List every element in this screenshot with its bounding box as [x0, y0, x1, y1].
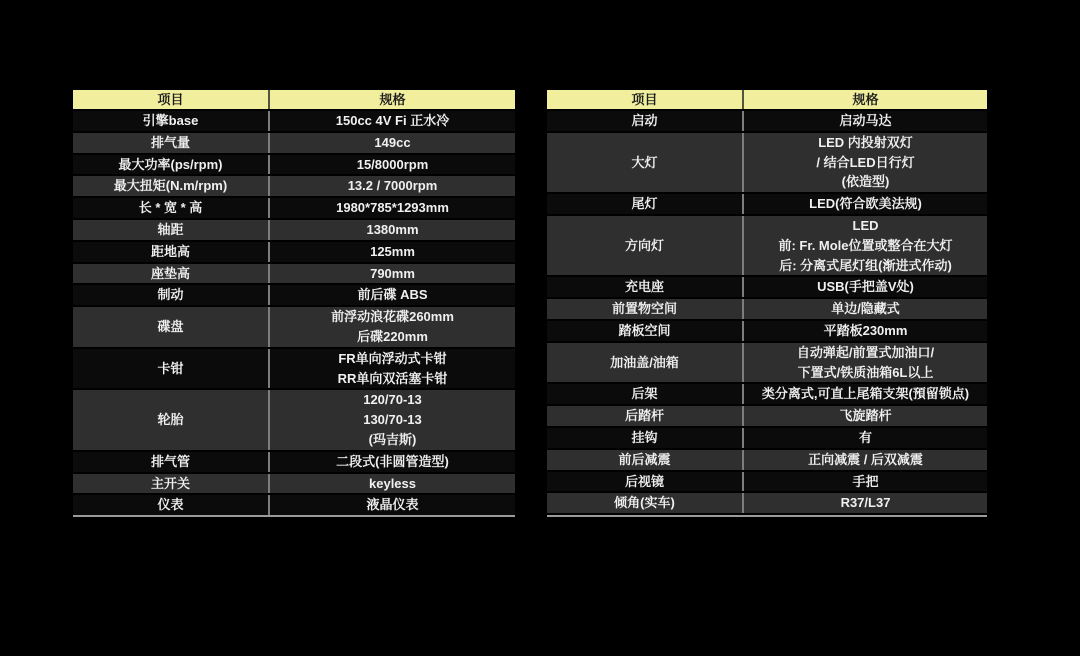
spec-line: 后: 分离式尾灯组(渐进式作动)	[779, 257, 952, 273]
item-label: 加油盖/油箱	[610, 354, 679, 370]
spec-line: USB(手把盖V处)	[817, 279, 914, 295]
spec-cell	[268, 111, 515, 131]
spec-cell	[742, 299, 987, 319]
item-cell	[547, 277, 742, 297]
table-row	[547, 493, 987, 513]
table-row	[547, 321, 987, 343]
table-row	[547, 216, 987, 277]
table-row	[73, 111, 515, 133]
item-label: 踏板空间	[618, 322, 671, 338]
spec-line: keyless	[369, 475, 416, 491]
table-header-row	[73, 90, 515, 111]
table-body	[73, 111, 515, 515]
item-cell	[73, 242, 268, 262]
spec-line: 15/8000rpm	[356, 156, 429, 172]
item-cell	[73, 285, 268, 305]
spec-line: 149cc	[374, 134, 411, 150]
item-cell	[73, 495, 268, 515]
table-body	[547, 111, 987, 513]
table-row	[73, 307, 515, 349]
spec-cell	[742, 216, 987, 275]
item-cell	[547, 299, 742, 319]
spec-cell	[742, 406, 987, 426]
item-label: 主开关	[150, 475, 190, 491]
item-cell	[73, 390, 268, 449]
item-cell	[547, 111, 742, 131]
table-row	[547, 277, 987, 299]
spec-cell	[742, 384, 987, 404]
spec-cell	[268, 242, 515, 262]
spec-line: 前: Fr. Mole位置或整合在大灯	[778, 237, 953, 253]
table-row	[547, 384, 987, 406]
column-header-spec: 规格	[268, 90, 515, 109]
item-label: 碟盘	[157, 319, 184, 335]
spec-line: LED 内投射双灯	[818, 134, 913, 150]
spec-cell	[742, 343, 987, 383]
spec-line: 前浮动浪花碟260mm	[331, 309, 454, 325]
item-label: 轴距	[157, 221, 184, 237]
item-label: 座垫高	[150, 265, 190, 281]
spec-cell	[268, 474, 515, 494]
spec-line: 平踏板230mm	[823, 322, 908, 338]
spec-line: 790mm	[370, 265, 415, 281]
item-label: 卡钳	[157, 360, 184, 376]
item-label: 仪表	[157, 497, 184, 513]
spec-cell	[268, 349, 515, 389]
column-header-spec: 规格	[742, 90, 987, 109]
item-cell	[547, 343, 742, 383]
spec-line: 飞旋踏杆	[839, 408, 892, 424]
item-label: 后踏杆	[624, 408, 664, 424]
item-cell	[547, 493, 742, 513]
tables-container	[73, 90, 987, 517]
spec-line: 1380mm	[366, 221, 419, 237]
item-cell	[73, 349, 268, 389]
table-header-row	[547, 90, 987, 111]
table-row	[73, 474, 515, 496]
item-label: 后架	[631, 386, 658, 402]
item-cell	[73, 452, 268, 472]
table-row	[547, 343, 987, 385]
spec-line: 液晶仪表	[366, 497, 419, 513]
spec-cell	[268, 155, 515, 175]
spec-cell	[268, 452, 515, 472]
column-header-item: 项目	[157, 92, 184, 107]
spec-cell	[268, 133, 515, 153]
spec-line: 二段式(非圆管造型)	[336, 453, 449, 469]
table-row	[73, 176, 515, 198]
table-row	[73, 285, 515, 307]
spec-line: FR单向浮动式卡钳	[338, 350, 447, 366]
table-row	[547, 428, 987, 450]
item-label: 前置物空间	[611, 301, 677, 317]
table-row	[73, 133, 515, 155]
spec-line: 类分离式,可直上尾箱支架(預留锁点)	[761, 386, 970, 402]
spec-line: 125mm	[370, 243, 415, 259]
item-label: 排气量	[150, 134, 190, 150]
spec-cell	[268, 220, 515, 240]
item-cell	[73, 133, 268, 153]
table-row	[547, 111, 987, 133]
item-cell	[547, 450, 742, 470]
item-cell	[547, 384, 742, 404]
item-label: 启动	[631, 113, 658, 128]
item-label: 前后减震	[618, 451, 671, 467]
spec-line: 120/70-13	[363, 392, 422, 408]
spec-cell	[742, 450, 987, 470]
table-row	[547, 299, 987, 321]
item-label: 轮胎	[157, 412, 184, 428]
item-cell	[547, 133, 742, 192]
item-cell	[73, 155, 268, 175]
table-row	[73, 452, 515, 474]
table-row	[547, 133, 987, 194]
item-cell	[73, 176, 268, 196]
spec-line: (依造型)	[841, 174, 890, 190]
spec-cell	[742, 111, 987, 131]
spec-line: 单边/隐藏式	[831, 301, 900, 317]
spec-line: 下置式/铁质油箱6L以上	[797, 364, 934, 380]
spec-line: 自动弹起/前置式加油口/	[796, 344, 935, 360]
column-header-item: 项目	[631, 92, 658, 107]
table-row	[547, 194, 987, 216]
spec-line: 1980*785*1293mm	[336, 200, 449, 216]
item-cell	[73, 111, 268, 131]
spec-cell	[742, 321, 987, 341]
item-label: 倾角(实车)	[614, 495, 675, 511]
item-label: 最大功率(ps/rpm)	[118, 156, 223, 172]
table-row	[547, 406, 987, 428]
item-label: 排气管	[150, 453, 190, 469]
table-row	[73, 155, 515, 177]
item-label: 方向灯	[624, 237, 664, 253]
spec-cell	[268, 285, 515, 305]
spec-line: R37/L37	[840, 495, 891, 511]
spec-cell	[742, 194, 987, 214]
table-row	[73, 242, 515, 264]
item-label: 长 * 宽 * 高	[138, 200, 203, 216]
item-cell	[547, 216, 742, 275]
item-label: 制动	[157, 287, 184, 303]
table-row	[73, 349, 515, 391]
spec-line: / 结合LED日行灯	[816, 154, 915, 170]
item-label: 距地高	[150, 243, 190, 259]
spec-cell	[268, 176, 515, 196]
item-label: 大灯	[631, 154, 658, 170]
item-cell	[73, 307, 268, 347]
table-row	[547, 450, 987, 472]
item-label: 后视镜	[624, 473, 664, 489]
item-cell	[547, 321, 742, 341]
item-cell	[73, 264, 268, 284]
item-label: 挂钩	[631, 429, 658, 445]
spec-line: 后碟220mm	[357, 328, 428, 344]
spec-line: 启动马达	[839, 113, 892, 128]
table-row	[73, 264, 515, 286]
spec-cell	[742, 493, 987, 513]
spec-cell	[742, 133, 987, 192]
spec-cell	[268, 495, 515, 515]
item-cell	[547, 194, 742, 214]
spec-cell	[742, 472, 987, 492]
item-cell	[73, 220, 268, 240]
spec-cell	[742, 428, 987, 448]
spec-line: 13.2 / 7000rpm	[347, 178, 438, 194]
spec-line: (玛吉斯)	[368, 431, 417, 447]
spec-line: RR单向双活塞卡钳	[337, 370, 448, 386]
spec-line: 正向减震 / 后双减震	[808, 451, 923, 467]
spec-line: 有	[858, 429, 872, 445]
item-label: 最大扭矩(N.m/rpm)	[113, 178, 228, 194]
table-row	[73, 220, 515, 242]
spec-line: 前后碟 ABS	[357, 287, 428, 303]
item-label: 充电座	[624, 279, 664, 295]
spec-cell	[742, 277, 987, 297]
item-label: 尾灯	[631, 196, 658, 212]
item-cell	[547, 428, 742, 448]
spec-table-lighting-equipment	[547, 90, 987, 517]
spec-line: 150cc 4V Fi 正水冷	[335, 113, 450, 128]
item-cell	[547, 472, 742, 492]
spec-line: LED(符合欧美法规)	[809, 196, 922, 212]
spec-line: 手把	[852, 473, 879, 489]
table-row	[73, 198, 515, 220]
spec-table-engine-chassis	[73, 90, 515, 517]
table-row	[547, 472, 987, 494]
spec-line: LED	[852, 217, 879, 233]
table-row	[73, 390, 515, 451]
spec-cell	[268, 264, 515, 284]
spec-cell	[268, 390, 515, 449]
spec-cell	[268, 198, 515, 218]
spec-line: 130/70-13	[363, 412, 422, 428]
spec-cell	[268, 307, 515, 347]
item-cell	[73, 198, 268, 218]
item-label: 引擎base	[142, 113, 199, 128]
item-cell	[73, 474, 268, 494]
table-row	[73, 495, 515, 515]
item-cell	[547, 406, 742, 426]
